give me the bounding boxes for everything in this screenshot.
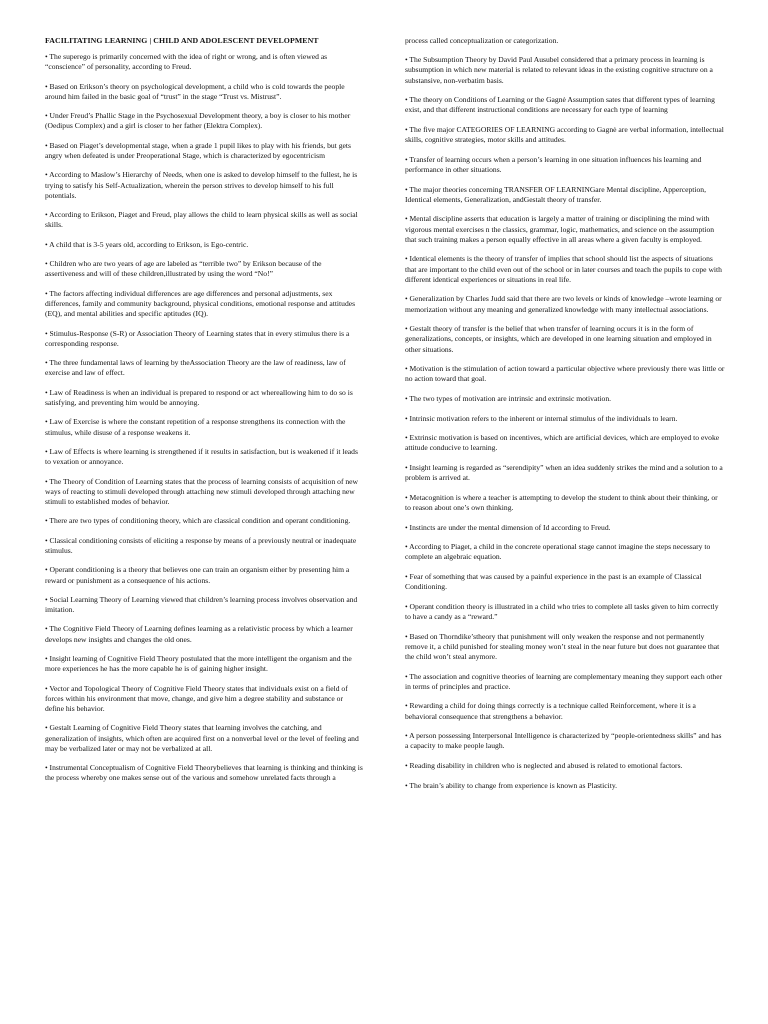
document-title: FACILITATING LEARNING | CHILD AND ADOLESCENT DEVELOPMENT [45, 36, 319, 45]
bullet-paragraph: • Operant condition theory is illustrated in a child who tries to complete all tasks given to him correctly to have a candy as a “reward.” [405, 601, 719, 621]
bullet-paragraph: • Law of Effects is where learning is strengthened if it results in satisfaction, but is weakened if it leads to vexation or annoyance. [45, 446, 358, 467]
bullet-paragraph: • Stimulus-Response (S-R) or Association Theory of Learning states that in every stimulus there is a corresponding response. [45, 328, 350, 348]
bullet-paragraph: • The major theories concerning TRANSFER OF LEARNINGare Mental discipline, Apperception, Identical elements, Generalization, andGestalt theory of transfer. [405, 184, 707, 204]
bullet-paragraph: • Based on Piaget’s developmental stage, when a grade 1 pupil likes to play with his friends, but gets angry when defeated is under Preoperational Stage, which is characterized by egocentricism [45, 140, 351, 160]
bullet-paragraph: • Instincts are under the mental dimension of Id according to Freud. [405, 522, 611, 532]
bullet-paragraph: • Motivation is the stimulation of action toward a particular objective where previously there was little or no action toward that goal. [405, 364, 725, 384]
bullet-paragraph: • The brain’s ability to change from experience is known as Plasticity. [405, 780, 618, 790]
bullet-paragraph: • There are two types of conditioning theory, which are classical condition and operant conditioning. [45, 516, 351, 526]
bullet-paragraph: • Based on Erikson’s theory on psychological development, a child who is cold towards the people around him failed in the basic goal of “trust” in the stage “Trust vs. Mistrust”. [45, 81, 345, 101]
bullet-paragraph: • Intrinsic motivation refers to the inherent or internal stimulus of the individuals to learn. [405, 413, 678, 423]
bullet-paragraph: • Law of Readiness is when an individual is prepared to respond or act whereallowing him to do so is satisfying, and preventing him would be annoying. [45, 387, 353, 407]
bullet-paragraph: • Gestalt Learning of Cognitive Field Theory states that learning involves the catching, and generalization of insights, which often are acquired first on a nonverbal level or the level of feeling and may be verbalized later or may not be verbalized at all. [45, 723, 359, 753]
bullet-paragraph: • The three fundamental laws of learning by theAssociation Theory are the law of readiness, law of exercise and law of effect. [45, 358, 346, 378]
bullet-paragraph: • Mental discipline asserts that education is largely a matter of training or disciplining the mind with vigorous mental exercises n the classics, grammar, logic, mathematics, and science on the assumption that such training makes a person equally effective in all areas where a given faculty is employed. [405, 214, 715, 244]
bullet-paragraph: • Instrumental Conceptualism of Cognitive Field Theorybelieves that learning is thinking and thinking is the process whereby one makes sense out of the various and somehow unrelated facts through a [45, 763, 363, 783]
bullet-paragraph: • The Cognitive Field Theory of Learning defines learning as a relativistic process by which a learner develops new insights and changes the old ones. [45, 624, 353, 644]
bullet-paragraph: • According to Piaget, a child in the concrete operational stage cannot imagine the steps necessary to complete an algebraic equation. [405, 542, 711, 562]
bullet-paragraph: • Vector and Topological Theory of Cognitive Field Theory states that individuals exist on a field of forces within his environment that move, change, and give him a degree stability and substance or define his behavior. [45, 683, 348, 714]
bullet-paragraph: • Under Freud’s Phallic Stage in the Psychosexual Development theory, a boy is closer to his mother (Oedipus Complex) and a girl is closer to her father (Elektra Complex). [45, 111, 351, 131]
bullet-paragraph: • Law of Exercise is where the constant repetition of a response strengthens its connection with the stimulus, while disuse of a response weakens it. [45, 417, 346, 437]
left-paragraph-list [45, 52, 363, 784]
bullet-paragraph: • Insight learning of Cognitive Field Theory postulated that the more intelligent the organism and the more experiences he has the more capable he is of gaining higher insight. [45, 654, 352, 674]
bullet-paragraph: • Metacognition is where a teacher is attempting to develop the student to think about their thinking, or to reason about one’s own thinking. [405, 492, 718, 512]
right-column [405, 36, 725, 800]
bullet-paragraph: • The theory on Conditions of Learning or the Gagnė Assumption sates that different types of learning exist, and that different instructional conditions are necessary for each type of learning [405, 95, 715, 115]
bullet-paragraph: • The two types of motivation are intrinsic and extrinsic motivation. [405, 393, 612, 403]
bullet-paragraph: • A child that is 3-5 years old, according to Erikson, is Ego-centric. [45, 239, 249, 249]
right-paragraph-list [405, 55, 725, 791]
right-column-continuation: process called conceptualization or categorization. [405, 36, 559, 45]
bullet-paragraph: • Based on Thorndike’stheory that punishment will only weaken the response and not permanently remove it, a child punished for stealing money won’t steal in the near future but does not guarantee that the child won’t steal anymore. [405, 631, 720, 661]
bullet-paragraph: • Identical elements is the theory of transfer of implies that school should list the aspects of situations that are important to the child even out of the school or in later courses and teach the pupils to cope with different identical experiences or situations in real life. [405, 254, 722, 284]
bullet-paragraph: • According to Maslow’s Hierarchy of Needs, when one is asked to develop himself to the fullest, he is trying to satisfy his Self-Actualization, wherein the person strives to develop himself to his full potentials. [45, 170, 358, 200]
bullet-paragraph: • Reading disability in children who is neglected and abused is related to emotional factors. [405, 760, 683, 770]
bullet-paragraph: • The Theory of Condition of Learning states that the process of learning consists of acquisition of new ways of reacting to stimuli developed through attaching new stimuli developed through attaching new stimuli to established modes of behavior. [45, 476, 359, 506]
left-column [45, 36, 363, 793]
bullet-paragraph: • The Subsumption Theory by David Paul Ausubel considered that a primary process in learning is subsumption in which new material is related to relevant ideas in the existing cognitive structure on a substansive, non-verbatim basis. [405, 55, 713, 85]
bullet-paragraph: • The five major CATEGORIES OF LEARNING according to Gagnė are verbal information, intellectual skills, cognitive strategies, motor skills and attitudes. [405, 125, 724, 145]
bullet-paragraph: • Gestalt theory of transfer is the belief that when transfer of learning occurs it is in the form of generalizations, concepts, or insights, which are developed in one learning situation and employed in other situations. [405, 324, 712, 354]
bullet-paragraph: • Classical conditioning consists of eliciting a response by means of a previously neutral or inadequate stimulus. [45, 535, 357, 555]
bullet-paragraph: • Insight learning is regarded as “serendipity” when an idea suddenly strikes the mind and a solution to a problem is arrived at. [405, 462, 723, 483]
bullet-paragraph: • Social Learning Theory of Learning viewed that children’s learning process involves observation and imitation. [45, 594, 358, 615]
bullet-paragraph: • Rewarding a child for doing things correctly is a technique called Reinforcement, where it is a behavioral consequence that strengthens a behavior. [405, 701, 696, 721]
bullet-paragraph: • According to Erikson, Piaget and Freud, play allows the child to learn physical skills as well as social skills. [45, 210, 358, 230]
bullet-paragraph: • Extrinsic motivation is based on incentives, which are artificial devices, which are employed to evoke attitude conducive to learning. [405, 433, 720, 453]
bullet-paragraph: • The factors affecting individual differences are age differences and personal adjustments, sex differences, family and community background, physical conditions, emotional response and attitudes (EQ), and mental abilities and specific aptitudes (IQ). [45, 288, 356, 319]
bullet-paragraph: • Children who are two years of age are labeled as “terrible two” by Erikson because of the assertiveness and will of these children,illustrated by using the word “No!” [45, 259, 322, 279]
bullet-paragraph: • Transfer of learning occurs when a person’s learning in one situation influences his learning and performance in other situations. [405, 154, 702, 174]
bullet-paragraph: • The superego is primarily concerned with the idea of right or wrong, and is often viewed as “conscience” of personality, according to Freud. [45, 52, 328, 72]
bullet-paragraph: • Fear of something that was caused by a painful experience in the past is an example of Classical Conditioning. [405, 571, 702, 592]
bullet-paragraph: • Operant conditioning is a theory that believes one can train an organism either by presenting him a reward or punishment as a consequence of his actions. [45, 565, 350, 585]
bullet-paragraph: • Generalization by Charles Judd said that there are two levels or kinds of knowledge –wrote learning or memorization without any meaning and generalized knowledge with many intellectual associations. [405, 294, 722, 314]
bullet-paragraph: • The association and cognitive theories of learning are complementary meaning they support each other in terms of principles and practice. [405, 671, 723, 691]
bullet-paragraph: • A person possessing Interpersonal Intelligence is characterized by “people-orientedness skills” and has a capacity to make people laugh. [405, 731, 722, 751]
